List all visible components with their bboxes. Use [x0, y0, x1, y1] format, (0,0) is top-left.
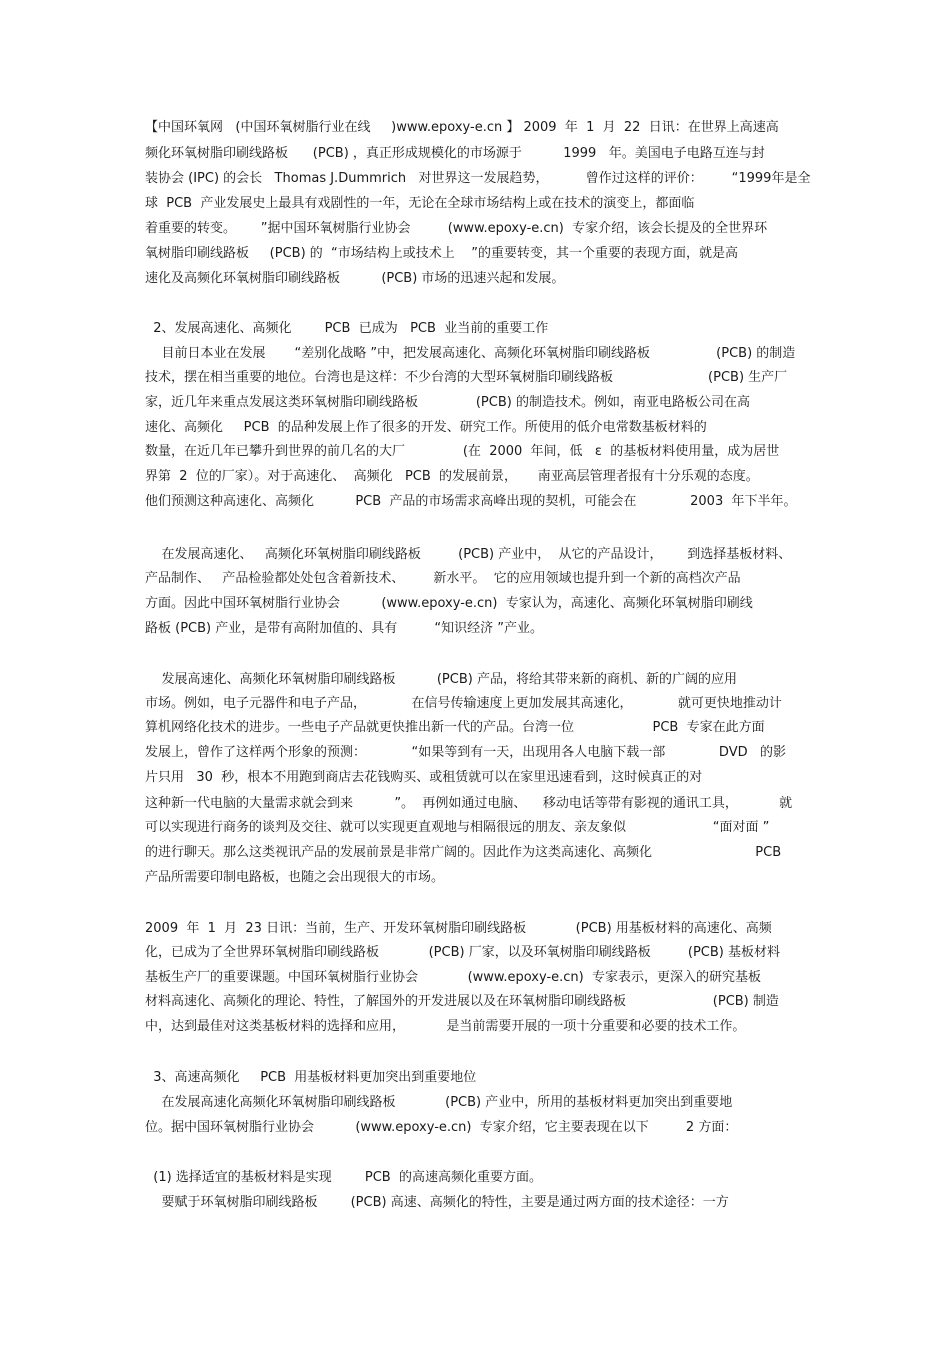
- text-line: 频化环氧树脂印刷线路板 (PCB) ，真正形成规模化的市场源于 1999 年。美国电子电路互连与封: [145, 146, 765, 161]
- section-heading: 3、高速高频化 PCB 用基板材料更加突出到重要地位: [145, 1070, 477, 1085]
- text-line: 界第 2 位的厂家）。对于高速化、 高频化 PCB 的发展前景， 南亚高层管理者报有十分乐观的态度。: [145, 469, 759, 484]
- text-line: 材料高速化、高频化的理论、特性，了解国外的开发进展以及在环氧树脂印刷线路板 (PCB) 制造: [145, 994, 779, 1009]
- text-line: 技术，摆在相当重要的地位。台湾也是这样：不少台湾的大型环氧树脂印刷线路板 (PCB) 生产厂: [145, 370, 788, 385]
- text-line: 2009 年 1 月 23 日讯：当前，生产、开发环氧树脂印刷线路板 (PCB) 用基板材料的高速化、高频: [145, 921, 772, 936]
- text-line: 装协会 (IPC) 的会长 Thomas J.Dummrich 对世界这一发展趋势， 曾作过这样的评价： “1999年是全: [145, 171, 811, 186]
- text-line: 球 PCB 产业发展史上最具有戏剧性的一年，无论在全球市场结构上或在技术的演变上，都面临: [145, 196, 695, 211]
- text-line: 氧树脂印刷线路板 (PCB) 的 “市场结构上或技术上 ”的重要转变，其一个重要的表现方面，就是高: [145, 246, 739, 261]
- text-line: 这种新一代电脑的大量需求就会到来 ”。 再例如通过电脑、 移动电话等带有影视的通讯工具， 就: [145, 796, 793, 811]
- text-line: 产品制作、 产品检验都处处包含着新技术、 新水平。 它的应用领域也提升到一个新的高档次产品: [145, 571, 741, 586]
- text-line: 家，近几年来重点发展这类环氧树脂印刷线路板 (PCB) 的制造技术。例如，南亚电路板公司在高: [145, 395, 750, 410]
- text-line: (1) 选择适宜的基板材料是实现 PCB 的高速高频化重要方面。: [145, 1170, 542, 1185]
- text-line: 数量，在近几年已攀升到世界的前几名的大厂 (在 2000 年间，低 ε 的基板材料使用量，成为居世: [145, 444, 780, 459]
- text-line: 着重要的转变。 ”据中国环氧树脂行业协会 (www.epoxy-e.cn) 专家介绍，该会长提及的全世界环: [145, 221, 768, 236]
- text-line: 速化及高频化环氧树脂印刷线路板 (PCB) 市场的迅速兴起和发展。: [145, 271, 565, 286]
- text-line: 他们预测这种高速化、高频化 PCB 产品的市场需求高峰出现的契机，可能会在 2003 年下半年。: [145, 494, 797, 509]
- text-line: 位。据中国环氧树脂行业协会 (www.epoxy-e.cn) 专家介绍，它主要表现在以下 2 方面：: [145, 1120, 738, 1135]
- text-line: 在发展高速化、 高频化环氧树脂印刷线路板 (PCB) 产业中， 从它的产品设计， 到选择基板材料、: [145, 547, 792, 562]
- text-line: 在发展高速化高频化环氧树脂印刷线路板 (PCB) 产业中，所用的基板材料更加突出到重要地: [145, 1095, 733, 1110]
- text-line: 化，已成为了全世界环氧树脂印刷线路板 (PCB) 厂家，以及环氧树脂印刷线路板 (PCB) 基板材料: [145, 945, 781, 960]
- text-line: 可以实现进行商务的谈判及交往、就可以实现更直观地与相隔很远的朋友、亲友象似 “面对面 ”: [145, 820, 770, 835]
- text-line: 目前日本业在发展 “差别化战略 ”中，把发展高速化、高频化环氧树脂印刷线路板 (PCB) 的制造: [145, 346, 796, 361]
- text-line: 发展高速化、高频化环氧树脂印刷线路板 (PCB) 产品，将给其带来新的商机、新的广阔的应用: [145, 672, 737, 687]
- text-line: 方面。因此中国环氧树脂行业协会 (www.epoxy-e.cn) 专家认为，高速化、高频化环氧树脂印刷线: [145, 596, 753, 611]
- text-line: 发展上，曾作了这样两个形象的预测： “如果等到有一天，出现用各人电脑下载一部 DVD 的影: [145, 745, 786, 760]
- text-line: 的进行聊天。那么这类视讯产品的发展前景是非常广阔的。因此作为这类高速化、高频化 PCB: [145, 845, 782, 860]
- text-line: 算机网络化技术的进步。一些电子产品就更快推出新一代的产品。台湾一位 PCB 专家在此方面: [145, 720, 765, 735]
- text-line: 基板生产厂的重要课题。中国环氧树脂行业协会 (www.epoxy-e.cn) 专家表示，更深入的研究基板: [145, 970, 762, 985]
- text-line: 【中国环氧网 (中国环氧树脂行业在线 )www.epoxy-e.cn 】 2009 年 1 月 22 日讯：在世界上高速高: [145, 120, 779, 135]
- section-heading: 2、发展高速化、高频化 PCB 已成为 PCB 业当前的重要工作: [145, 321, 549, 336]
- text-line: 中，达到最佳对这类基板材料的选择和应用， 是当前需要开展的一项十分重要和必要的技术工作。: [145, 1019, 746, 1034]
- text-line: 市场。例如，电子元器件和电子产品， 在信号传输速度上更加发展其高速化， 就可更快地推动计: [145, 696, 782, 711]
- text-line: 要赋于环氧树脂印刷线路板 (PCB) 高速、高频化的特性，主要是通过两方面的技术途径：一方: [145, 1195, 729, 1210]
- text-line: 片只用 30 秒，根本不用跑到商店去花钱购买、或租赁就可以在家里迅速看到，这时候真正的对: [145, 770, 703, 785]
- text-line: 产品所需要印制电路板，也随之会出现很大的市场。: [145, 870, 445, 885]
- text-line: 路板 (PCB) 产业，是带有高附加值的、具有 “知识经济 ”产业。: [145, 621, 544, 636]
- text-line: 速化、高频化 PCB 的品种发展上作了很多的开发、研究工作。所使用的低介电常数基板材料的: [145, 420, 707, 435]
